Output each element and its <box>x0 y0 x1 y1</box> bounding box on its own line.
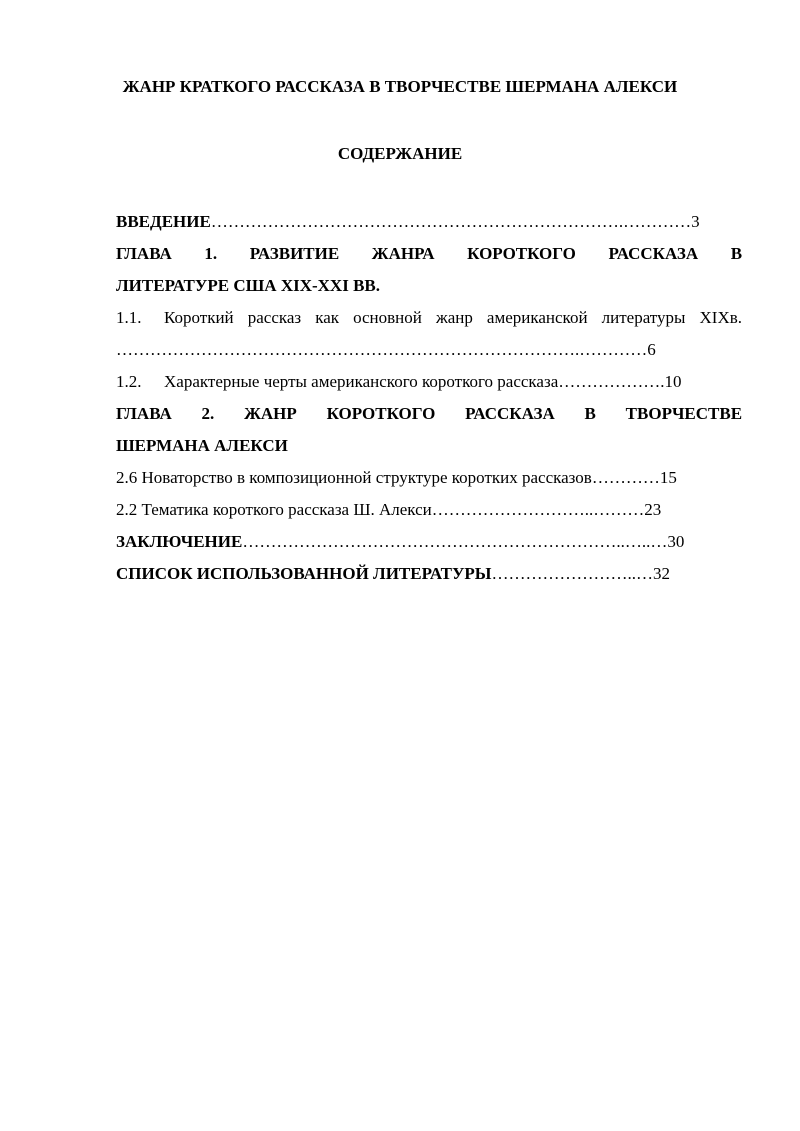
toc-entry-intro <box>116 206 742 238</box>
toc-chapter1-word: РАССКАЗА <box>608 244 699 263</box>
table-of-contents <box>116 206 742 590</box>
toc-1-1-page: 6 <box>647 340 656 359</box>
toc-chapter1-word: ЖАНРА <box>371 244 435 263</box>
toc-chapter2-word: ТВОРЧЕСТВЕ <box>625 404 743 423</box>
toc-2-1-text: 2.6 Новаторство в композиционной структуре коротких рассказов <box>116 468 592 487</box>
toc-1-2-leader: ………………. <box>558 372 665 391</box>
contents-heading: СОДЕРЖАНИЕ <box>337 144 463 163</box>
toc-chapter1-word: КОРОТКОГО <box>467 244 576 263</box>
toc-references-label: СПИСОК ИСПОЛЬЗОВАННОЙ ЛИТЕРАТУРЫ <box>116 564 492 583</box>
toc-chapter2-word: ЖАНР <box>244 404 297 423</box>
toc-intro-leader: ……………………………………………………………….………… <box>210 212 692 231</box>
toc-2-1-leader: ………… <box>591 468 660 487</box>
toc-1-1-text: Короткий рассказ как основной жанр американской литературы XIXв. <box>164 308 742 327</box>
toc-entry-chapter1 <box>116 238 742 270</box>
toc-entry-1-2 <box>116 366 742 398</box>
toc-chapter2-word: ГЛАВА <box>116 404 172 423</box>
toc-references-page: 32 <box>653 564 670 583</box>
toc-references-leader: ……………………..… <box>491 564 653 583</box>
toc-entry-1-1-leader-line <box>116 334 742 366</box>
toc-2-2-leader: ………………………..……… <box>431 500 645 519</box>
toc-2-1-page: 15 <box>659 468 677 487</box>
toc-1-2-text: Характерные черты американского короткого рассказа <box>164 372 559 391</box>
toc-chapter1-word: РАЗВИТИЕ <box>249 244 340 263</box>
toc-2-2-text: 2.2 Тематика короткого рассказа Ш. Алекси <box>116 500 432 519</box>
toc-entry-conclusion <box>116 526 742 558</box>
toc-1-2-page: 10 <box>664 372 682 391</box>
toc-chapter2-word: В <box>584 404 596 423</box>
toc-chapter2-word: КОРОТКОГО <box>326 404 436 423</box>
toc-chapter2-word: 2. <box>201 404 215 423</box>
toc-chapter1-word: ГЛАВА <box>116 244 172 263</box>
toc-chapter1-word: В <box>730 244 743 263</box>
toc-2-2-page: 23 <box>644 500 662 519</box>
toc-intro-page: 3 <box>691 212 700 231</box>
toc-intro-label: ВВЕДЕНИЕ <box>116 212 211 231</box>
toc-entry-2-2 <box>116 494 742 526</box>
toc-1-1-leader: ……………………………………………………………………….………… <box>116 340 648 359</box>
toc-conclusion-label: ЗАКЛЮЧЕНИЕ <box>116 532 243 551</box>
toc-entry-2-1 <box>116 462 742 494</box>
toc-1-2-number: 1.2. <box>116 372 142 391</box>
toc-chapter1-line2: ЛИТЕРАТУРЕ США XIX-XXI ВВ. <box>116 276 380 295</box>
toc-1-1-number: 1.1. <box>116 308 142 327</box>
toc-conclusion-leader: …………………………………………………………..…..… <box>242 532 668 551</box>
toc-entry-references <box>116 558 742 590</box>
toc-conclusion-page: 30 <box>667 532 685 551</box>
toc-chapter2-line2: ШЕРМАНА АЛЕКСИ <box>116 436 288 455</box>
toc-entry-chapter2 <box>116 398 742 430</box>
toc-entry-1-1 <box>116 302 742 334</box>
document-title: ЖАНР КРАТКОГО РАССКАЗА В ТВОРЧЕСТВЕ ШЕРМАНА АЛЕКСИ <box>122 77 678 96</box>
toc-chapter1-word: 1. <box>204 244 218 263</box>
toc-chapter2-word: РАССКАЗА <box>465 404 555 423</box>
